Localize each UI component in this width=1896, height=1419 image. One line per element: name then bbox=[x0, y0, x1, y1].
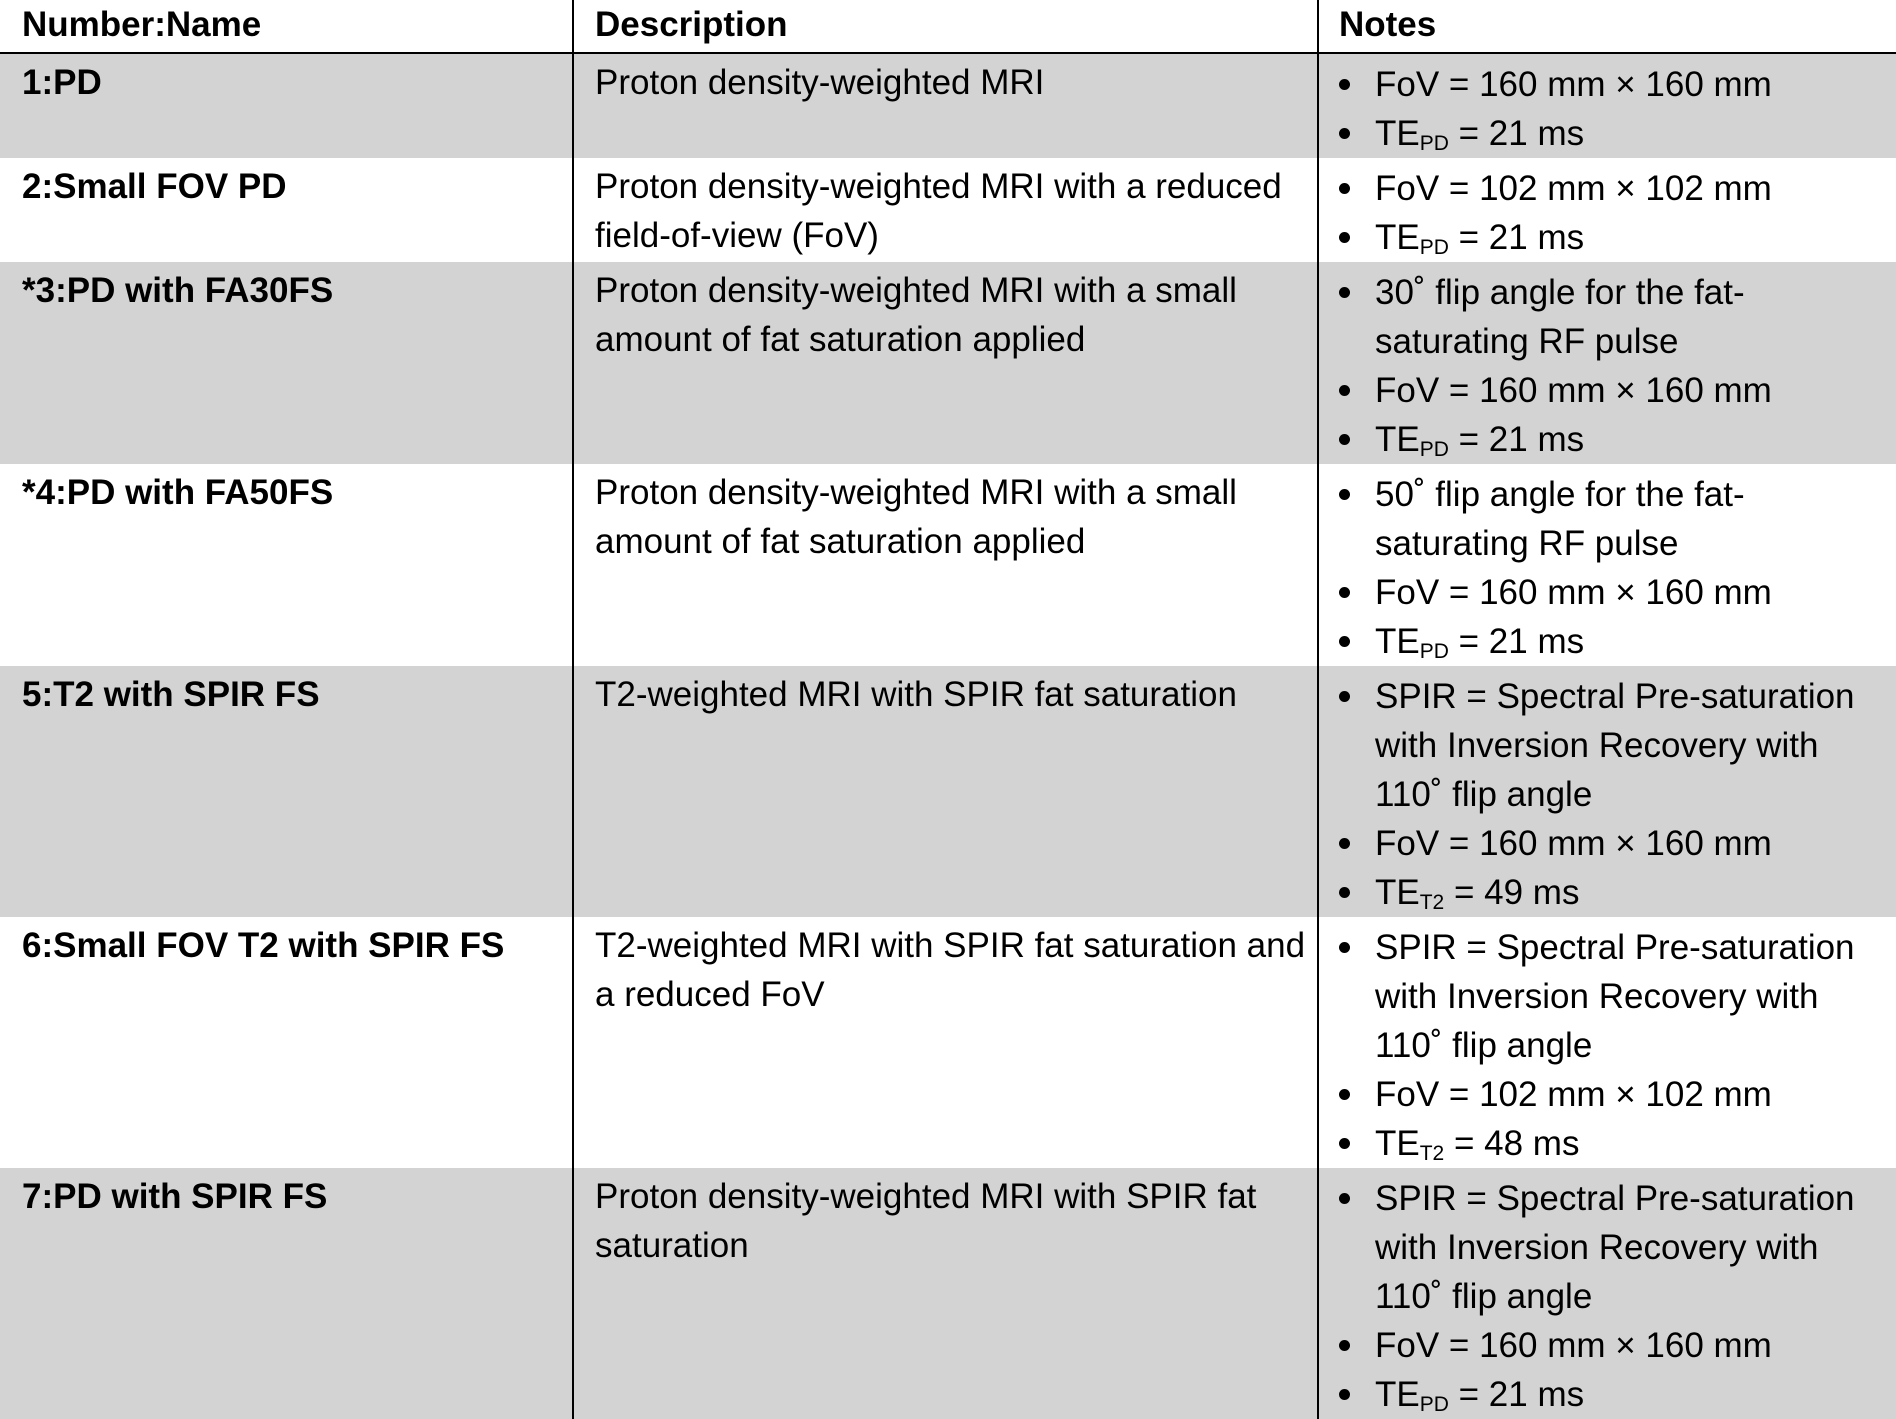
bullet-icon bbox=[1339, 434, 1350, 445]
notes-list bbox=[1339, 268, 1892, 464]
note-item bbox=[1339, 1119, 1892, 1168]
notes-list bbox=[1339, 1174, 1892, 1419]
header-notes: Notes bbox=[1318, 0, 1896, 53]
note-te-label: TE bbox=[1375, 873, 1420, 912]
row-description: T2-weighted MRI with SPIR fat saturation and a reduced FoV bbox=[573, 917, 1318, 1168]
notes-list bbox=[1339, 164, 1892, 262]
bullet-icon bbox=[1339, 691, 1350, 702]
note-te-subscript: PD bbox=[1419, 438, 1449, 461]
note-te-value: = 21 ms bbox=[1448, 622, 1585, 661]
row-notes bbox=[1318, 262, 1896, 464]
note-item bbox=[1339, 366, 1892, 415]
bullet-icon bbox=[1339, 489, 1350, 500]
row-name: 6:Small FOV T2 with SPIR FS bbox=[22, 926, 505, 965]
table-row bbox=[0, 666, 1896, 917]
note-text: 50˚ flip angle for the fat-saturating RF pulse bbox=[1375, 475, 1745, 563]
bullet-icon bbox=[1339, 1389, 1350, 1400]
note-item bbox=[1339, 268, 1892, 366]
note-text: FoV = 160 mm × 160 mm bbox=[1375, 65, 1772, 104]
notes-list bbox=[1339, 672, 1892, 917]
row-description: Proton density-weighted MRI bbox=[573, 53, 1318, 158]
row-name: *3:PD with FA30FS bbox=[0, 262, 573, 464]
note-item bbox=[1339, 672, 1892, 819]
bullet-icon bbox=[1339, 636, 1350, 647]
note-item bbox=[1339, 470, 1892, 568]
note-item bbox=[1339, 60, 1892, 109]
note-te-label: TE bbox=[1375, 1124, 1420, 1163]
notes-list bbox=[1339, 60, 1892, 158]
note-te-subscript: T2 bbox=[1419, 891, 1445, 914]
note-item bbox=[1339, 568, 1892, 617]
row-description: Proton density-weighted MRI with SPIR fat saturation bbox=[573, 1168, 1318, 1419]
note-te-label: TE bbox=[1375, 114, 1420, 153]
note-item bbox=[1339, 164, 1892, 213]
row-name: 7:PD with SPIR FS bbox=[0, 1168, 573, 1419]
header-row bbox=[0, 0, 1896, 53]
notes-list bbox=[1339, 923, 1892, 1168]
note-item bbox=[1339, 1321, 1892, 1370]
header-name: Number:Name bbox=[0, 0, 573, 53]
note-te-label: TE bbox=[1375, 1375, 1420, 1414]
row-description: Proton density-weighted MRI with a small amount of fat saturation applied bbox=[573, 262, 1318, 464]
note-te-value: = 21 ms bbox=[1448, 420, 1585, 459]
row-description: T2-weighted MRI with SPIR fat saturation bbox=[573, 666, 1318, 917]
note-text: FoV = 102 mm × 102 mm bbox=[1375, 169, 1772, 208]
row-name: 5:T2 with SPIR FS bbox=[0, 666, 573, 917]
note-te-label: TE bbox=[1375, 622, 1420, 661]
bullet-icon bbox=[1339, 385, 1350, 396]
bullet-icon bbox=[1339, 1138, 1350, 1149]
bullet-icon bbox=[1339, 1193, 1350, 1204]
note-item bbox=[1339, 819, 1892, 868]
bullet-icon bbox=[1339, 287, 1350, 298]
row-name: *4:PD with FA50FS bbox=[22, 473, 334, 512]
note-item bbox=[1339, 1070, 1892, 1119]
bullet-icon bbox=[1339, 183, 1350, 194]
bullet-icon bbox=[1339, 1340, 1350, 1351]
table-row bbox=[0, 917, 1896, 1168]
bullet-icon bbox=[1339, 887, 1350, 898]
bullet-icon bbox=[1339, 79, 1350, 90]
note-te-subscript: PD bbox=[1419, 236, 1449, 259]
table-row bbox=[0, 53, 1896, 158]
note-text: 30˚ flip angle for the fat-saturating RF pulse bbox=[1375, 273, 1745, 361]
note-te-value: = 21 ms bbox=[1448, 218, 1585, 257]
row-notes bbox=[1318, 1168, 1896, 1419]
note-item bbox=[1339, 868, 1892, 917]
table-row bbox=[0, 464, 1896, 666]
table-row bbox=[0, 1168, 1896, 1419]
note-item bbox=[1339, 109, 1892, 158]
note-te-subscript: T2 bbox=[1419, 1142, 1445, 1165]
bullet-icon bbox=[1339, 128, 1350, 139]
note-text: FoV = 160 mm × 160 mm bbox=[1375, 1326, 1772, 1365]
note-te-subscript: PD bbox=[1419, 640, 1449, 663]
row-notes bbox=[1318, 464, 1896, 666]
row-notes bbox=[1318, 53, 1896, 158]
note-text: FoV = 160 mm × 160 mm bbox=[1375, 371, 1772, 410]
note-text: FoV = 160 mm × 160 mm bbox=[1375, 573, 1772, 612]
row-name: 2:Small FOV PD bbox=[22, 167, 287, 206]
note-text: FoV = 102 mm × 102 mm bbox=[1375, 1075, 1772, 1114]
note-item bbox=[1339, 1370, 1892, 1419]
note-te-value: = 21 ms bbox=[1448, 1375, 1585, 1414]
note-te-label: TE bbox=[1375, 420, 1420, 459]
note-te-label: TE bbox=[1375, 218, 1420, 257]
note-te-value: = 21 ms bbox=[1448, 114, 1585, 153]
note-text: SPIR = Spectral Pre-saturation with Inversion Recovery with 110˚ flip angle bbox=[1375, 928, 1855, 1065]
note-item bbox=[1339, 213, 1892, 262]
row-name: 1:PD bbox=[0, 53, 573, 158]
note-te-value: = 48 ms bbox=[1444, 1124, 1580, 1163]
note-te-subscript: PD bbox=[1419, 1393, 1449, 1416]
note-te-value: = 49 ms bbox=[1444, 873, 1580, 912]
notes-list bbox=[1339, 470, 1892, 666]
row-notes bbox=[1318, 917, 1896, 1168]
note-text: SPIR = Spectral Pre-saturation with Inversion Recovery with 110˚ flip angle bbox=[1375, 1179, 1855, 1316]
note-item bbox=[1339, 923, 1892, 1070]
note-item bbox=[1339, 415, 1892, 464]
bullet-icon bbox=[1339, 838, 1350, 849]
bullet-icon bbox=[1339, 942, 1350, 953]
bullet-icon bbox=[1339, 1089, 1350, 1100]
row-notes bbox=[1318, 666, 1896, 917]
row-notes bbox=[1318, 158, 1896, 262]
note-item bbox=[1339, 1174, 1892, 1321]
note-text: FoV = 160 mm × 160 mm bbox=[1375, 824, 1772, 863]
table-row bbox=[0, 262, 1896, 464]
header-description: Description bbox=[573, 0, 1318, 53]
note-item bbox=[1339, 617, 1892, 666]
row-description: Proton density-weighted MRI with a small amount of fat saturation applied bbox=[573, 464, 1318, 666]
bullet-icon bbox=[1339, 587, 1350, 598]
note-te-subscript: PD bbox=[1419, 132, 1449, 155]
bullet-icon bbox=[1339, 232, 1350, 243]
note-text: SPIR = Spectral Pre-saturation with Inversion Recovery with 110˚ flip angle bbox=[1375, 677, 1855, 814]
table-row bbox=[0, 158, 1896, 262]
row-description: Proton density-weighted MRI with a reduced field-of-view (FoV) bbox=[573, 158, 1318, 262]
